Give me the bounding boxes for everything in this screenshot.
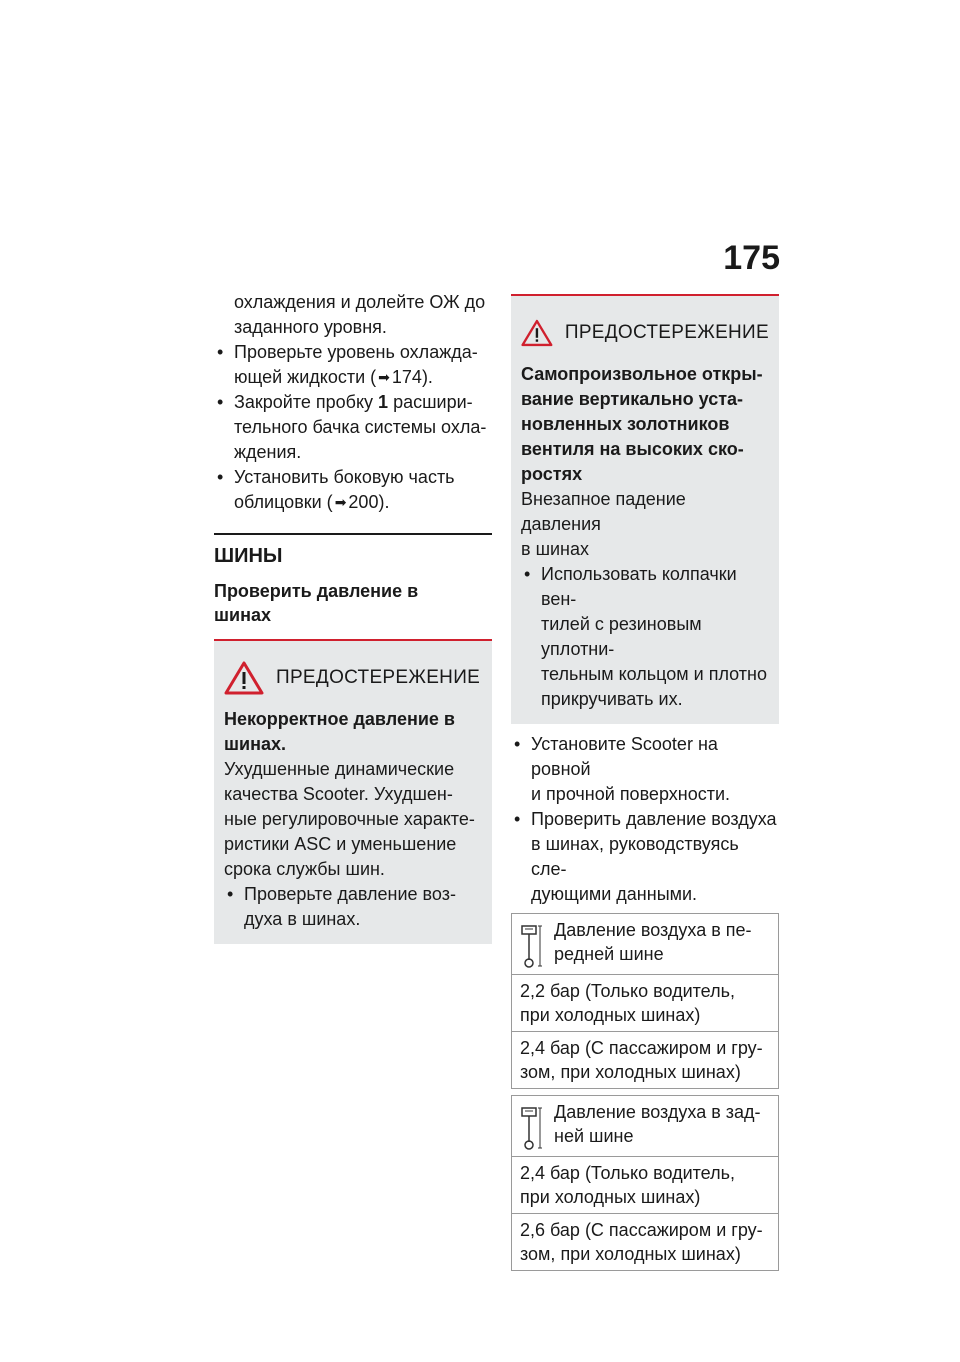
list-item-text: ). [421, 367, 433, 387]
warning-lead-line: ростях [521, 464, 583, 484]
warning-text: срока службы шин. [224, 859, 385, 879]
table-row [512, 1214, 779, 1271]
bullet-dot: • [217, 342, 224, 362]
warning-lead [224, 707, 482, 757]
warning-lead-line: Самопроизвольное откры- [521, 364, 763, 384]
list-item-text [234, 365, 492, 390]
bullet-dot: • [524, 564, 531, 584]
warning-lead-line: вентиля на высоких ско- [521, 439, 744, 459]
table-cell-line: 2,2 бар (Только водитель, [520, 981, 735, 1001]
table-cell-line: зом, при холодных шинах) [520, 1244, 741, 1264]
table-header-text [554, 918, 752, 966]
page-reference[interactable]: 174 [391, 367, 422, 387]
table-cell [512, 975, 779, 1032]
list-item-text: дующими данными. [531, 884, 698, 904]
warning-text: качества Scooter. Ухудшен- [224, 784, 453, 804]
bullet-dot: • [217, 467, 224, 487]
list-item-text: Проверьте уровень охлажда- [234, 342, 478, 362]
list-item-text: Проверить давление воздуха [531, 809, 777, 829]
list-item [511, 807, 779, 907]
list-item [214, 340, 492, 390]
warning-text: Внезапное падение давления [521, 489, 686, 534]
warning-list-item [224, 882, 482, 932]
warning-list-item [521, 562, 769, 712]
subsection-title [214, 579, 492, 627]
table-header [520, 918, 770, 970]
arrow-reference-icon: ➡ [378, 369, 390, 385]
list-item-text: тельным кольцом и плотно [541, 664, 767, 684]
rear-tire-pressure-table [511, 1095, 779, 1271]
table-row [512, 1157, 779, 1214]
list-item-text: в шинах, руководствуясь сле- [531, 834, 739, 879]
subsection-title-line: Проверить давление в [214, 581, 419, 601]
tire-pressure-icon [520, 922, 544, 970]
tire-pressure-icon [520, 1104, 544, 1152]
table-cell-line: зом, при холодных шинах) [520, 1062, 741, 1082]
warning-text: ристики ASC и уменьшение [224, 834, 457, 854]
table-header-line: ней шине [554, 1126, 634, 1146]
warning-title: ПРЕДОСТЕРЕЖЕНИЕ [276, 667, 481, 688]
list-item-text: прикручивать их. [541, 689, 683, 709]
warning-lead-line: новленных золотников [521, 414, 730, 434]
section-divider [214, 533, 492, 535]
warning-header [521, 306, 769, 360]
warning-lead [521, 362, 769, 487]
warning-triangle-icon [224, 661, 264, 695]
table-header-line: Давление воздуха в зад- [554, 1102, 761, 1122]
list-item-text [234, 490, 492, 515]
warning-text: Ухудшенные динамические [224, 759, 455, 779]
table-cell [512, 1157, 779, 1214]
subsection-title-line: шинах [214, 605, 271, 625]
list-item-text: Проверьте давление воз- [244, 884, 456, 904]
warning-title: ПРЕДОСТЕРЕЖЕНИЕ [564, 322, 769, 343]
table-cell-line: при холодных шинах) [520, 1187, 701, 1207]
warning-box [511, 294, 779, 724]
page-number: 175 [723, 239, 780, 277]
list-item-text [234, 390, 492, 415]
warning-header [224, 651, 482, 705]
table-header [520, 1100, 770, 1152]
table-header-line: Давление воздуха в пе- [554, 920, 752, 940]
table-row [512, 1032, 779, 1089]
bullet-dot: • [514, 734, 521, 754]
continued-text: охлаждения и долейте ОЖ до [234, 292, 486, 312]
table-cell [512, 1214, 779, 1271]
arrow-reference-icon: ➡ [334, 494, 347, 510]
warning-box [214, 639, 492, 944]
table-cell [512, 1032, 779, 1089]
table-row [512, 1096, 779, 1157]
list-item-text: Закройте пробку [234, 392, 379, 412]
callout-number: 1 [378, 392, 389, 412]
table-cell-line: 2,6 бар (С пассажиром и гру- [520, 1220, 763, 1240]
table-row [512, 975, 779, 1032]
table-cell-line: 2,4 бар (Только водитель, [520, 1163, 735, 1183]
table-header-cell [512, 914, 779, 975]
warning-lead-line: шинах. [224, 734, 286, 754]
list-item-text: ждения. [234, 442, 302, 462]
list-item-text: тилей с резиновым уплотни- [541, 614, 702, 659]
list-item-text: ). [378, 492, 390, 512]
list-item [214, 465, 492, 515]
list-item-text: и прочной поверхности. [531, 784, 731, 804]
right-column [511, 294, 779, 1271]
list-item [511, 732, 779, 807]
list-item-text: Установить боковую часть [234, 467, 455, 487]
warning-text: ные регулировочные характе- [224, 809, 475, 829]
list-item-text: облицовки ( [234, 492, 333, 512]
table-cell-line: при холодных шинах) [520, 1005, 701, 1025]
list-item-text: расшири- [388, 392, 473, 412]
left-column [214, 290, 492, 944]
list-item [214, 390, 492, 465]
warning-lead-line: вание вертикально уста- [521, 389, 744, 409]
bullet-dot: • [227, 884, 234, 904]
section-title: ШИНЫ [214, 545, 283, 567]
table-header-line: редней шине [554, 944, 664, 964]
front-tire-pressure-table [511, 913, 779, 1089]
table-cell-line: 2,4 бар (С пассажиром и гру- [520, 1038, 763, 1058]
warning-text: в шинах [521, 539, 590, 559]
page-reference[interactable]: 200 [348, 492, 379, 512]
warning-triangle-icon [521, 316, 553, 350]
list-item-text: духа в шинах. [244, 909, 361, 929]
table-header-text [554, 1100, 761, 1148]
warning-lead-line: Некорректное давление в [224, 709, 455, 729]
list-item-text: Использовать колпачки вен- [541, 564, 737, 609]
list-item-text: Установите Scooter на ровной [531, 734, 718, 779]
continued-text: заданного уровня. [234, 317, 387, 337]
bullet-dot: • [217, 392, 224, 412]
bullet-dot: • [514, 809, 521, 829]
list-item-text: тельного бачка системы охла- [234, 417, 487, 437]
table-row [512, 914, 779, 975]
list-item-text: ющей жидкости ( [234, 367, 377, 387]
table-header-cell [512, 1096, 779, 1157]
